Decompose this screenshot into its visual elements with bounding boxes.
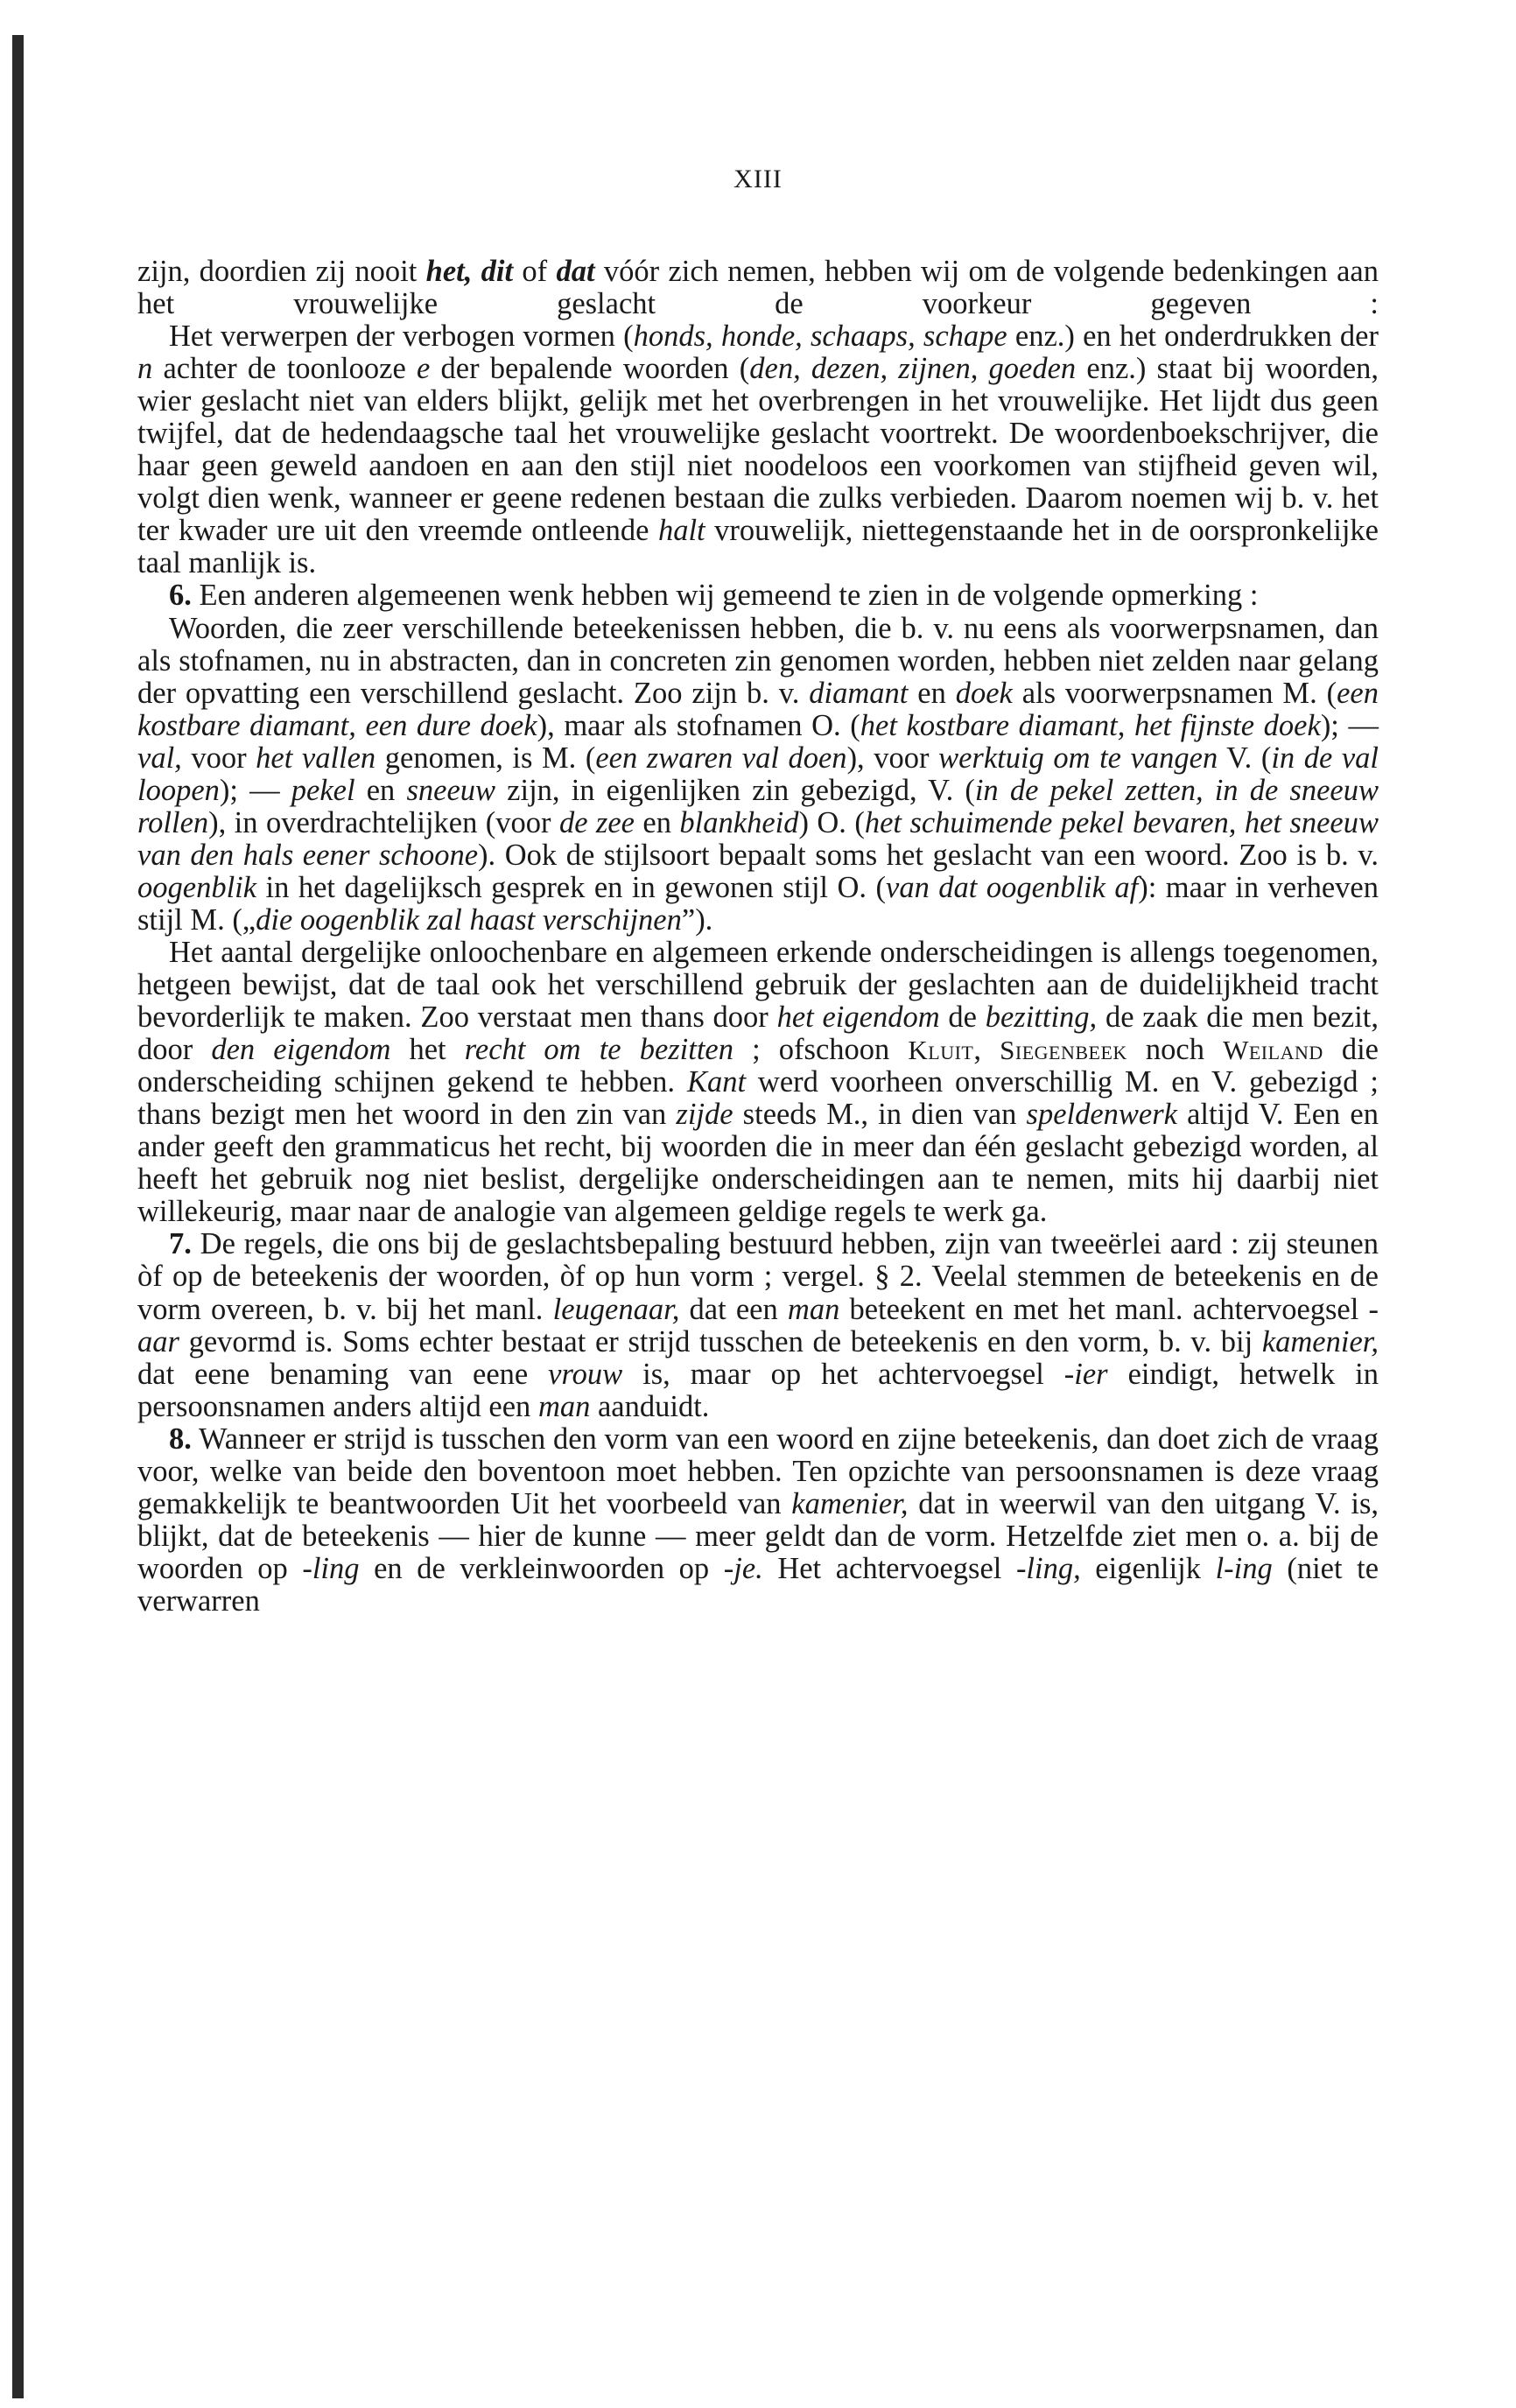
emphasis: sneeuw	[406, 773, 496, 807]
text-run: of	[513, 255, 557, 288]
text-run: in het dagelijksch gesprek en in gewonen stijl O. (	[256, 870, 887, 904]
emphasis: pekel	[291, 773, 355, 807]
emphasis: het schuimende pekel bevaren, het sneeuw van den hals eener schoone	[137, 805, 1379, 872]
text-run: als voorwerpsnamen M. (	[1012, 676, 1337, 710]
text-run: zijn, doordien zij nooit	[137, 255, 426, 288]
text-run: eigenlijk	[1080, 1551, 1216, 1585]
text-run: ), voor	[846, 741, 939, 775]
text-run: en	[354, 773, 407, 807]
section-number: 6.	[169, 579, 192, 613]
paragraph-8	[137, 1423, 1379, 1618]
text-run: altijd V. Een en ander geeft den grammaticus het recht, bij woorden die in meer dan één geslacht gebezigd worden, al heeft het gebruik nog niet beslist, dergelijke onderscheidingen aan te nemen, mits hij daarbij niet willekeurig, maar naar de analogie van algemeen geldige regels te werk ga.	[137, 1098, 1379, 1229]
text-run: ); —	[219, 773, 291, 807]
emphasis: l-ing	[1215, 1551, 1273, 1585]
text-run: dat een	[679, 1292, 788, 1326]
emphasis: in de val loopen	[137, 741, 1379, 807]
emphasis: die oogenblik zal haast verschijnen	[256, 902, 682, 937]
text-run: Het achtervoegsel	[762, 1551, 1016, 1585]
emphasis: -ling,	[1015, 1551, 1081, 1585]
emphasis: in de pekel zetten, in de sneeuw rollen	[137, 773, 1379, 839]
emphasis: bezitting,	[985, 1000, 1098, 1035]
emphasis: oogenblik	[137, 870, 257, 904]
emphasis: man	[787, 1292, 840, 1326]
text-run: vrouwelijk, niettegenstaande het in de oorspronkelijke taal manlijk is.	[137, 514, 1379, 580]
author-name: Kluit	[908, 1035, 974, 1066]
emphasis: honds, honde, schaaps, schape	[633, 319, 1007, 354]
text-run: werd voorheen onverschillig M. en V. gebezigd ; thans bezigt men het woord in den zin van	[137, 1065, 1379, 1132]
emphasis: zijde	[676, 1098, 733, 1132]
text-run: voor	[181, 741, 256, 775]
text-run: enz.) staat bij woorden, wier geslacht niet van elders blijkt, gelijk met het overbrengen in het vrouwelijke. Het lijdt dus geen twijfel, dat de hedendaagsche taal het vrouwelijke geslacht voortrekt. De woordenboekschrijver, die haar geen geweld aandoen en aan den stijl niet noodeloos een voorkomen van stijfheid geven wil, volgt dien wenk, wanneer er geene redenen bestaan die zulks verbieden. Daarom noemen wij b. v. het ter kwader ure uit den vreemde ontleende	[137, 352, 1379, 548]
text-run: en de verkleinwoorden op	[359, 1551, 724, 1585]
emphasis: kamenier,	[791, 1486, 909, 1520]
text-run: ”).	[681, 902, 713, 937]
text-run: die onderscheiding schijnen gekend te hebben.	[137, 1033, 1379, 1099]
text-run: is, maar op het achtervoegsel	[622, 1357, 1064, 1391]
page-number: XIII	[733, 165, 783, 193]
emphasis: n	[137, 352, 153, 386]
emphasis: e	[416, 352, 431, 386]
text-run: ), maar als stofnamen O. (	[537, 708, 860, 742]
text-run: aanduidt.	[590, 1389, 710, 1423]
paragraph-6	[137, 579, 1379, 612]
emphasis: het vallen	[256, 741, 376, 775]
emphasis: een zwaren val doen	[595, 741, 847, 775]
paragraph-verbogen-vormen	[137, 320, 1379, 579]
paragraph-woorden	[137, 613, 1379, 937]
text-run: ): maar in verheven stijl M. („	[137, 870, 1379, 937]
emphasis: den, dezen, zijnen, goeden	[749, 352, 1077, 386]
emphasis: Kant	[686, 1065, 747, 1099]
emphasis: man	[537, 1389, 591, 1423]
emphasis: val,	[137, 741, 182, 775]
text-run: Het aantal dergelijke onloochenbare en algemeen erkende onderscheidingen is allengs toegenomen, hetgeen bewijst, dat de taal ook het verschillend gebruik der geslachten aan de duidelijkheid tracht bevorderlijk te maken. Zoo verstaat men thans door	[137, 935, 1379, 1035]
body-text	[137, 256, 1379, 1618]
text-run: zijn, in eigenlijken zin gebezigd, V. (	[495, 773, 975, 807]
text-run: ). Ook de stijlsoort bepaalt soms het geslacht van een woord. Zoo is b. v.	[478, 838, 1379, 872]
emphasis: van dat oogenblik af	[886, 870, 1139, 904]
emphasis: kamenier,	[1261, 1324, 1379, 1358]
emphasis: het eigendom	[776, 1000, 940, 1035]
text-run: ), in overdrachtelijken (voor	[208, 805, 559, 839]
emphasis: speldenwerk	[1026, 1098, 1177, 1132]
section-number: 7.	[169, 1227, 192, 1261]
emphasis: vrouw	[548, 1357, 623, 1391]
emphasis: dat	[556, 255, 595, 288]
text-run: ); —	[1320, 708, 1379, 742]
text-run: der bepalende woorden (	[430, 352, 750, 386]
text-run: dat eene benaming van eene	[137, 1357, 549, 1391]
text-run: de zaak die men bezit, door	[137, 1000, 1379, 1067]
text-run: De regels, die ons bij de geslachtsbepaling bestuurd hebben, zijn van tweeërlei aard : zij steunen òf op de beteekenis der woorden, òf op hun vorm ; vergel. § 2. Veelal stemmen de beteekenis en de vorm overeen, b. v. bij het manl.	[137, 1227, 1379, 1326]
text-run: ,	[973, 1033, 1000, 1067]
emphasis: blankheid	[679, 805, 799, 839]
text-run: enz.) en het onderdrukken der	[1007, 319, 1379, 354]
emphasis: diamant	[809, 676, 909, 710]
emphasis: de zee	[558, 805, 635, 839]
emphasis: werktuig om te vangen	[938, 741, 1218, 775]
text-run: steeds M., in dien van	[733, 1098, 1027, 1132]
text-run: Wanneer er strijd is tusschen den vorm van een woord en zijne beteekenis, dan doet zich de vraag voor, welke van beide den boventoon moet hebben. Ten opzichte van persoonsnamen is deze vraag gemakkelijk te beantwoorden Uit het voorbeeld van	[137, 1422, 1379, 1520]
text-run: Woorden, die zeer verschillende beteekenissen hebben, die b. v. nu eens als voorwerpsnamen, dan als stofnamen, nu in abstracten, dan in concreten zin genomen worden, hebben niet zelden naar gelang der opvatting een verschillend geslacht. Zoo zijn b. v.	[137, 611, 1379, 710]
emphasis: -aar	[137, 1292, 1379, 1358]
text-run: ) O. (	[798, 805, 865, 839]
emphasis: -ling	[302, 1551, 360, 1585]
text-run: ; ofschoon	[733, 1033, 909, 1067]
text-run: vóór zich nemen, hebben wij om de volgende bedenkingen aan het vrouwelijke geslacht de voorkeur gegeven :	[137, 255, 1379, 321]
emphasis: den eigendom	[211, 1033, 391, 1067]
emphasis: een kostbare diamant, een dure doek	[137, 676, 1379, 742]
text-run: achter de toonlooze	[152, 352, 417, 386]
emphasis: halt	[657, 514, 705, 548]
text-run: gevormd is. Soms echter bestaat er strijd tusschen de beteekenis en den vorm, b. v. bij	[179, 1324, 1262, 1358]
emphasis: het, dit	[425, 255, 514, 288]
text-run: en	[908, 676, 956, 710]
text-run: eindigt, hetwelk in persoonsnamen anders altijd een	[137, 1357, 1379, 1423]
paragraph-onderscheidingen	[137, 937, 1379, 1228]
text-run: V. (	[1218, 741, 1272, 775]
text-run: genomen, is M. (	[375, 741, 596, 775]
text-run: (niet te verwarren	[137, 1551, 1379, 1618]
paragraph-continuation	[137, 256, 1379, 320]
emphasis: het kostbare diamant, het fijnste doek	[860, 708, 1321, 742]
emphasis: recht om te bezitten	[464, 1033, 733, 1067]
emphasis: doek	[955, 676, 1013, 710]
emphasis: -je.	[723, 1551, 763, 1585]
text-run: en	[634, 805, 680, 839]
text-run: de	[939, 1000, 986, 1035]
text-run: dat in weerwil van den uitgang V. is, blijkt, dat de beteekenis — hier de kunne — meer geldt dan de vorm. Hetzelfde ziet men o. a. bij de woorden op	[137, 1486, 1379, 1585]
text-run: Een anderen algemeenen wenk hebben wij gemeend te zien in de volgende opmerking :	[191, 579, 1259, 613]
text-run: noch	[1126, 1033, 1224, 1067]
author-name: Siegenbeek	[1000, 1035, 1127, 1066]
author-name: Weiland	[1223, 1035, 1323, 1066]
section-number: 8.	[169, 1422, 192, 1456]
text-run: beteekent en met het manl. achtervoegsel	[839, 1292, 1369, 1326]
emphasis: leugenaar,	[552, 1292, 680, 1326]
text-run: het	[390, 1033, 465, 1067]
paragraph-7	[137, 1228, 1379, 1422]
emphasis: -ier	[1063, 1357, 1108, 1391]
text-run: Het verwerpen der verbogen vormen (	[169, 319, 634, 354]
